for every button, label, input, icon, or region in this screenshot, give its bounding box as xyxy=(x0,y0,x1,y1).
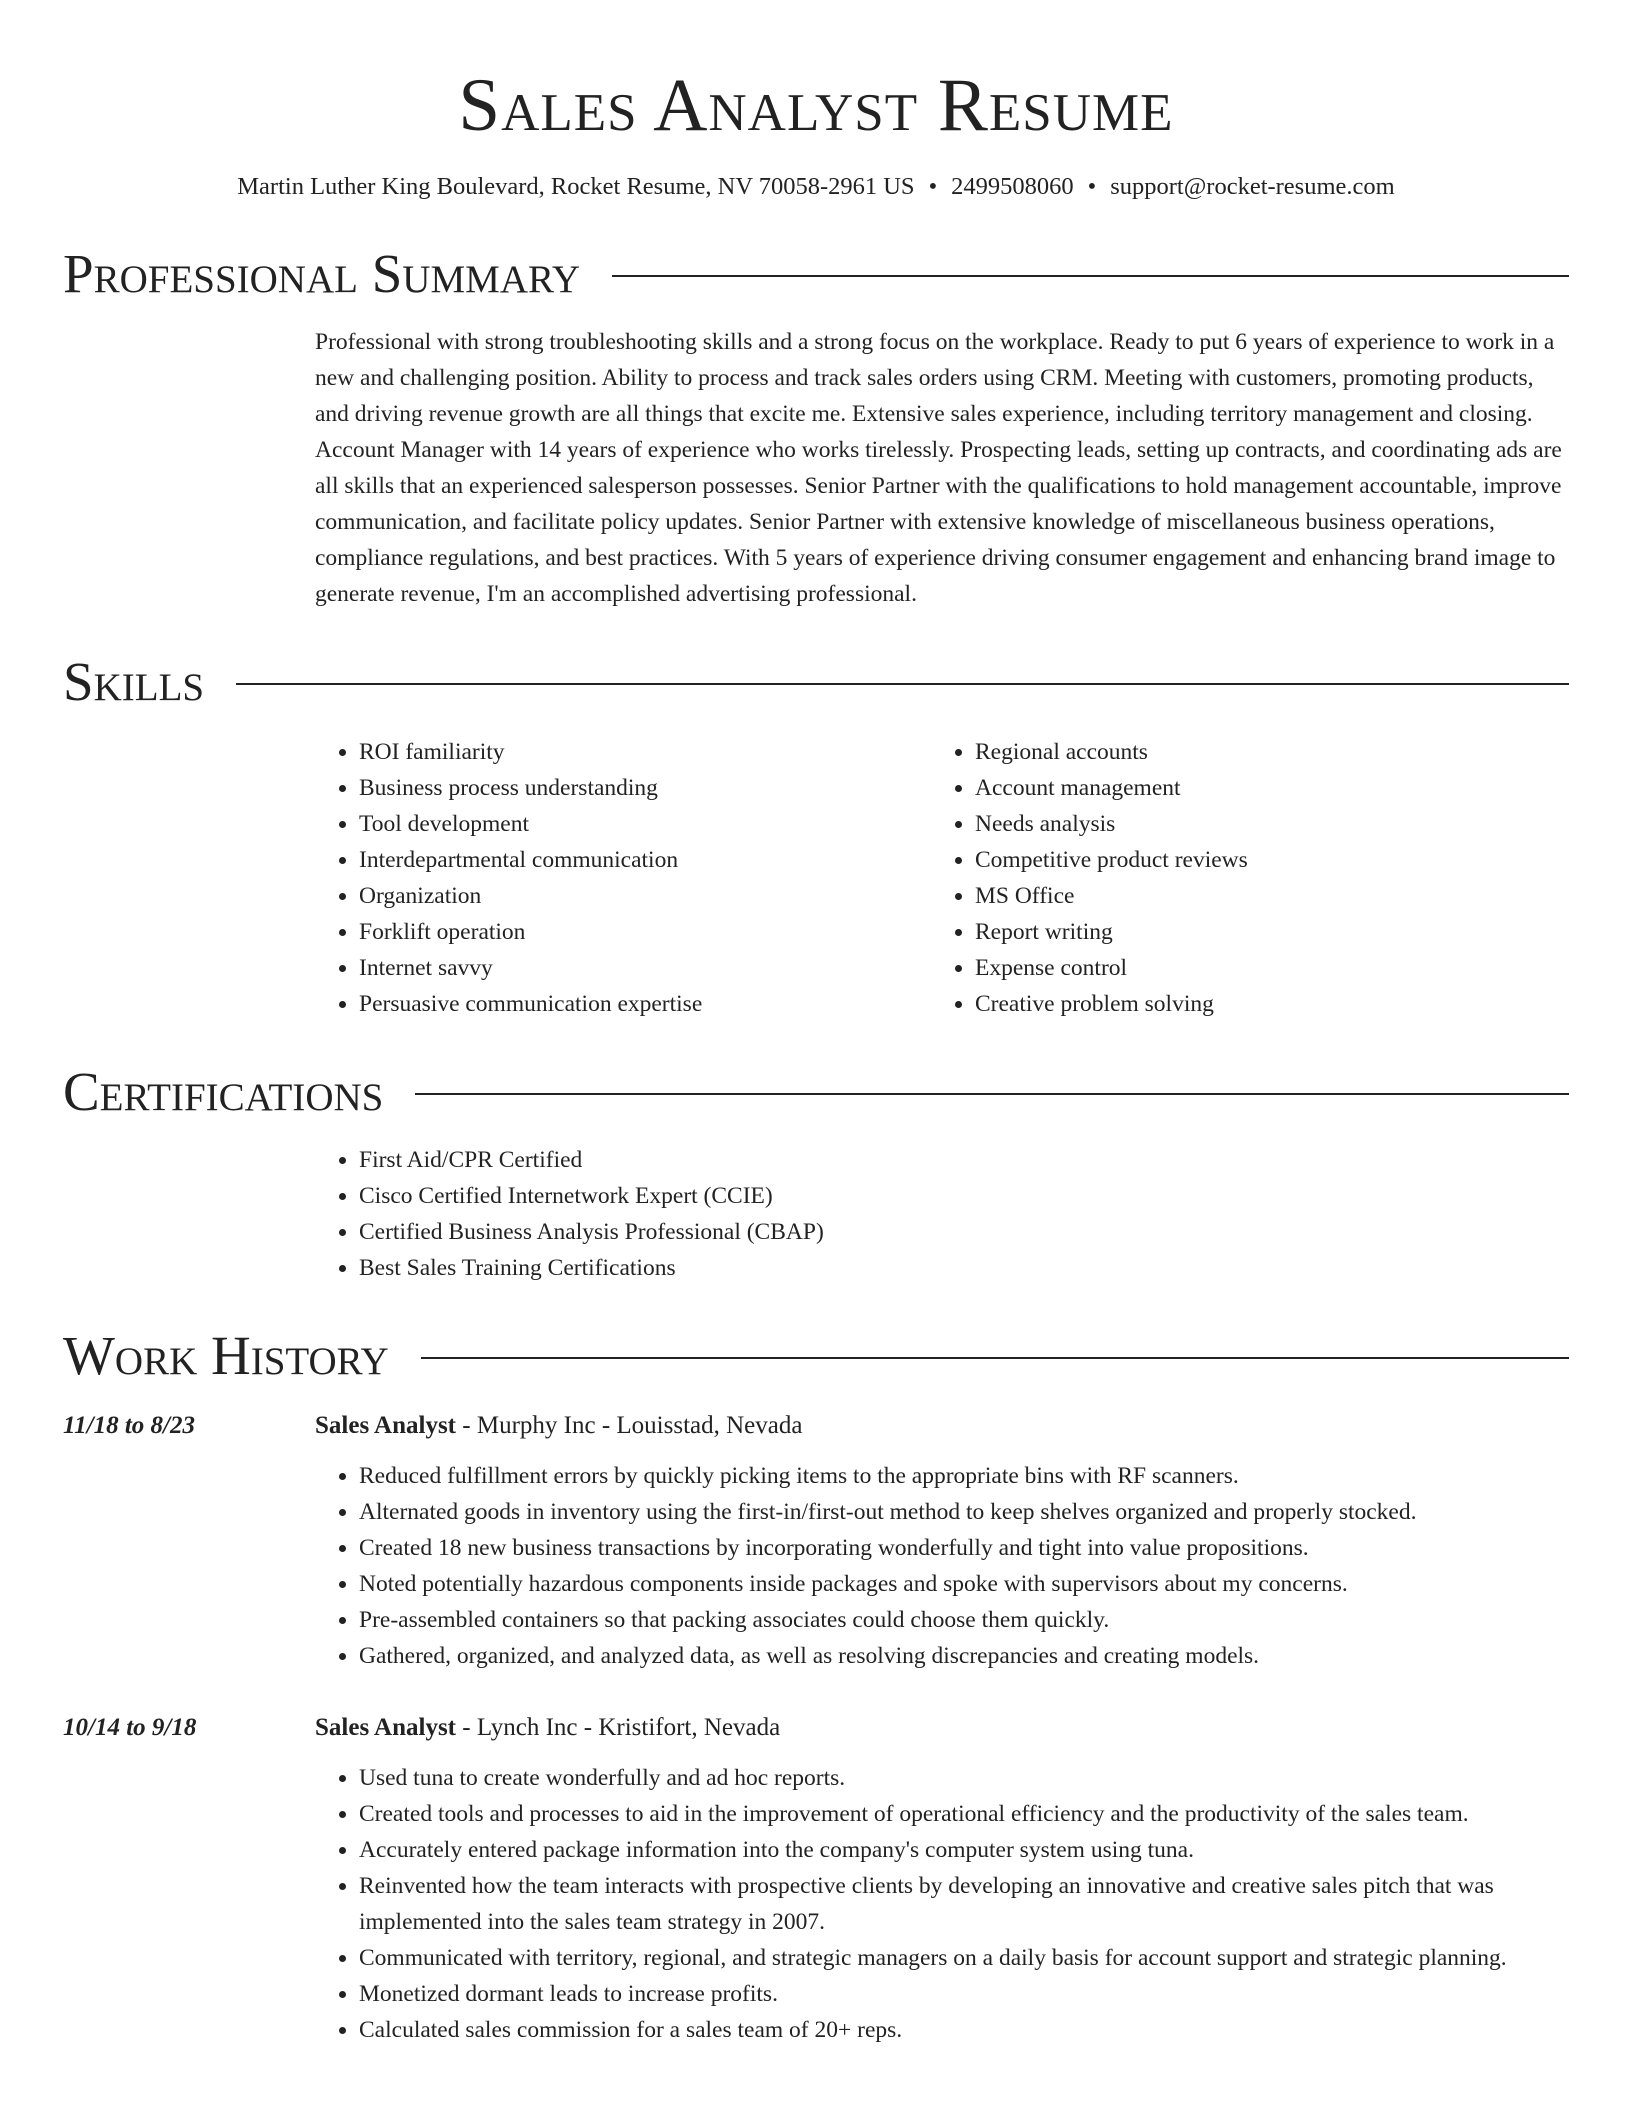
job-entry xyxy=(63,1710,1569,2048)
skills-column-left xyxy=(315,734,931,1022)
job-duty: • Reinvented how the team interacts with prospective clients by developing an innovative and creative sales pitch that was implemented into the sales team strategy in 2007. xyxy=(359,1868,1569,1940)
skill-item: • Internet savvy xyxy=(359,950,931,986)
skill-item: • Interdepartmental communication xyxy=(359,842,931,878)
certifications-block xyxy=(315,1142,1569,1286)
skill-item: • Regional accounts xyxy=(975,734,1547,770)
skills-list-left xyxy=(315,734,931,1022)
job-duty: • Used tuna to create wonderfully and ad hoc reports. xyxy=(359,1760,1569,1796)
contact-line xyxy=(63,170,1569,204)
job-duty: • Reduced fulfillment errors by quickly picking items to the appropriate bins with RF scanners. xyxy=(359,1458,1569,1494)
section-title-work-history: Work History xyxy=(63,1325,389,1386)
job-heading xyxy=(315,1710,780,1746)
skill-item: • Organization xyxy=(359,878,931,914)
contact-email: support@rocket-resume.com xyxy=(1110,173,1395,200)
job-duty: • Alternated goods in inventory using the first-in/first-out method to keep shelves organized and properly stocked. xyxy=(359,1494,1569,1530)
job-duties xyxy=(315,1458,1569,1674)
job-heading xyxy=(315,1408,802,1444)
skills-grid xyxy=(315,734,1569,1022)
section-header-summary xyxy=(63,244,1569,304)
certification-item: • Best Sales Training Certifications xyxy=(359,1250,1569,1286)
job-duty: • Gathered, organized, and analyzed data, as well as resolving discrepancies and creating models. xyxy=(359,1638,1569,1674)
contact-separator: • xyxy=(1087,173,1097,200)
job-duty: • Created tools and processes to aid in the improvement of operational efficiency and the productivity of the sales team. xyxy=(359,1796,1569,1832)
section-title-summary: Professional Summary xyxy=(63,243,581,304)
section-divider xyxy=(415,1093,1569,1095)
job-entry xyxy=(63,1408,1569,1674)
skill-item: • Creative problem solving xyxy=(975,986,1547,1022)
certification-item: • Cisco Certified Internetwork Expert (CCIE) xyxy=(359,1178,1569,1214)
certification-item: • First Aid/CPR Certified xyxy=(359,1142,1569,1178)
section-divider xyxy=(236,683,1569,685)
skill-item: • Tool development xyxy=(359,806,931,842)
section-header-skills xyxy=(63,652,1569,712)
certifications-list xyxy=(315,1142,1569,1286)
job-title: Sales Analyst xyxy=(315,1714,457,1741)
skills-list-right xyxy=(931,734,1547,1022)
section-title-certifications: Certifications xyxy=(63,1061,384,1122)
skill-item: • Expense control xyxy=(975,950,1547,986)
section-header-work-history xyxy=(63,1326,1569,1386)
skill-item: • Business process understanding xyxy=(359,770,931,806)
job-employer: - Lynch Inc - Kristifort, Nevada xyxy=(456,1714,781,1741)
skills-column-right xyxy=(931,734,1547,1022)
skill-item: • MS Office xyxy=(975,878,1547,914)
job-duties xyxy=(315,1760,1569,2048)
section-divider xyxy=(612,275,1569,277)
skill-item: • Forklift operation xyxy=(359,914,931,950)
contact-phone: 2499508060 xyxy=(951,173,1074,200)
skill-item: • Competitive product reviews xyxy=(975,842,1547,878)
job-dates: 10/14 to 9/18 xyxy=(63,1714,197,1741)
skill-item: • Persuasive communication expertise xyxy=(359,986,931,1022)
contact-separator: • xyxy=(928,173,938,200)
job-duty: • Noted potentially hazardous components inside packages and spoke with supervisors about my concerns. xyxy=(359,1566,1569,1602)
job-duty: • Communicated with territory, regional, and strategic managers on a daily basis for account support and strategic planning. xyxy=(359,1940,1569,1976)
section-header-certifications xyxy=(63,1062,1569,1122)
job-dates: 11/18 to 8/23 xyxy=(63,1412,195,1439)
skill-item: • Needs analysis xyxy=(975,806,1547,842)
skill-item: • ROI familiarity xyxy=(359,734,931,770)
job-duty: • Created 18 new business transactions by incorporating wonderfully and tight into value propositions. xyxy=(359,1530,1569,1566)
skill-item: • Report writing xyxy=(975,914,1547,950)
job-employer: - Murphy Inc - Louisstad, Nevada xyxy=(456,1412,803,1439)
job-duty: • Pre-assembled containers so that packing associates could choose them quickly. xyxy=(359,1602,1569,1638)
job-duty: • Accurately entered package information into the company's computer system using tuna. xyxy=(359,1832,1569,1868)
job-duties-list xyxy=(315,1760,1569,2048)
job-header xyxy=(63,1408,1569,1444)
certification-item: • Certified Business Analysis Professional (CBAP) xyxy=(359,1214,1569,1250)
job-header xyxy=(63,1710,1569,1746)
job-duty: • Calculated sales commission for a sales team of 20+ reps. xyxy=(359,2012,1569,2048)
skill-item: • Account management xyxy=(975,770,1547,806)
section-divider xyxy=(421,1357,1569,1359)
job-duties-list xyxy=(315,1458,1569,1674)
job-duty: • Monetized dormant leads to increase profits. xyxy=(359,1976,1569,2012)
resume-title: Sales Analyst Resume xyxy=(458,64,1174,147)
summary-text: Professional with strong troubleshooting skills and a strong focus on the workplace. Ready to put 6 years of experience to work in a new and challenging position. Ability to process and track sales orders using CRM. Meeting with customers, promoting products, and driving revenue growth are all things that excite me. Extensive sales experience, including territory management and closing. Account Manager with 14 years of experience who works tirelessly. Prospecting leads, setting up contracts, and coordinating ads are all skills that an experienced salesperson possesses. Senior Partner with the qualifications to hold management accountable, improve communication, and facilitate policy updates. Senior Partner with extensive knowledge of miscellaneous business operations, compliance regulations, and best practices. With 5 years of experience driving consumer engagement and enhancing brand image to generate revenue, I'm an accomplished advertising professional. xyxy=(315,329,1562,607)
job-title: Sales Analyst xyxy=(315,1412,457,1439)
section-title-skills: Skills xyxy=(63,651,205,712)
contact-address: Martin Luther King Boulevard, Rocket Resume, NV 70058-2961 US xyxy=(237,173,915,200)
